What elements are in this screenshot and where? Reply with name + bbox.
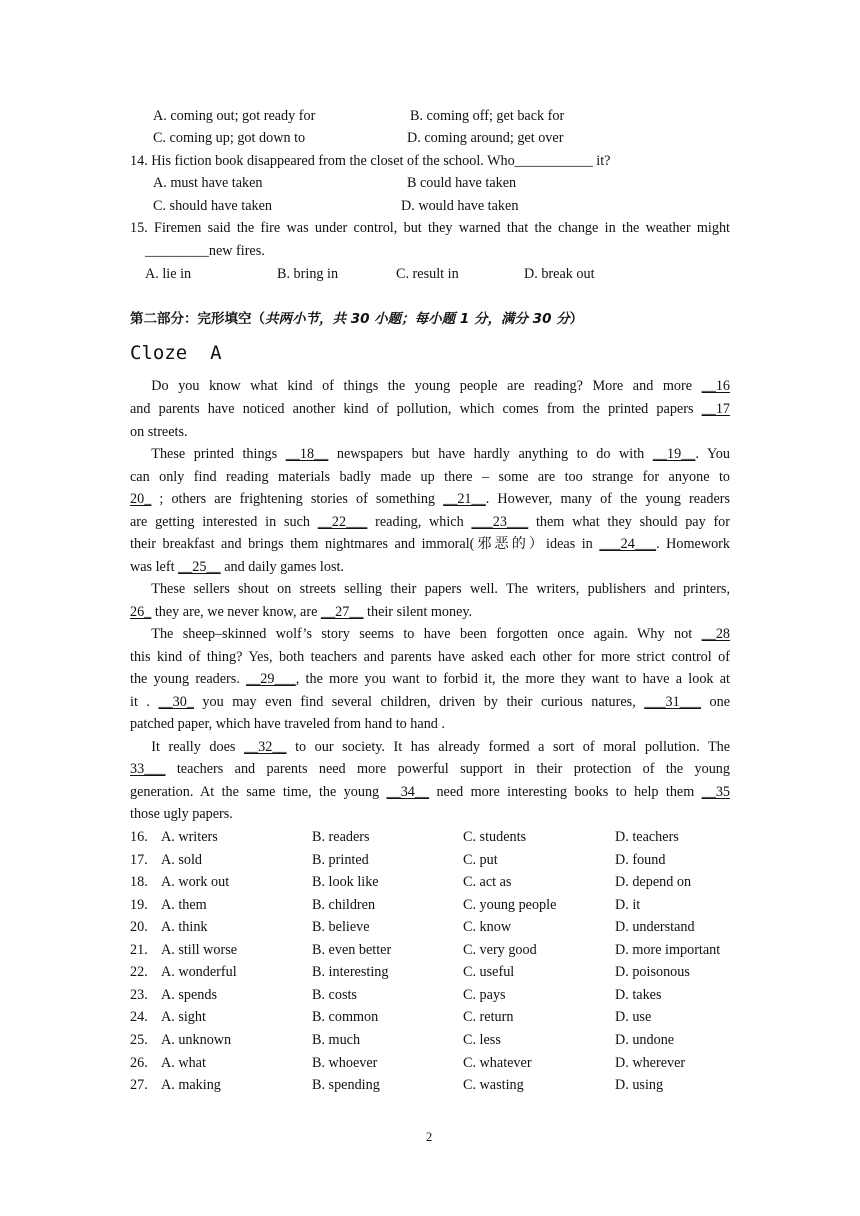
option-choice-a: A. sight [161, 1009, 206, 1026]
q14-stem [130, 152, 610, 170]
option-choice-b: B. whoever [312, 1054, 378, 1071]
passage-text: was left [130, 559, 179, 575]
cloze-title: Cloze A [130, 342, 222, 364]
option-choice-a: A. what [161, 1054, 206, 1071]
option-number: 18. [130, 874, 148, 891]
passage-line [130, 535, 730, 553]
option-choice-a: A. still worse [161, 941, 238, 958]
blank-25: __25__ [178, 559, 221, 575]
passage-text: generation. At the same time, the young [130, 784, 387, 800]
blank-28: __28 [701, 626, 730, 642]
option-choice-d: D. found [615, 851, 666, 868]
passage-line [130, 603, 472, 621]
passage-text: the young readers. [130, 671, 247, 687]
passage-text: These sellers shout on streets selling their papers well. The writers, publishers and printers, [151, 581, 730, 597]
passage-text: reading, which [367, 514, 472, 530]
option-choice-d: D. teachers [615, 829, 679, 845]
passage-line [130, 490, 730, 508]
passage-text: their silent money. [363, 604, 473, 620]
blank-33: 33___ [130, 761, 166, 777]
passage-line [130, 377, 730, 395]
passage-text: ; others are frightening stories of something [151, 491, 444, 507]
option-choice-d: D. poisonous [615, 964, 690, 981]
option-number: 25. [130, 1032, 148, 1048]
option-choice-c: C. put [463, 851, 498, 868]
q14-option-d: D. would have taken [401, 198, 519, 214]
option-number: 26. [130, 1054, 148, 1071]
q15-option-d: D. break out [524, 266, 595, 282]
option-choice-c: C. useful [463, 964, 515, 981]
option-number: 24. [130, 1009, 148, 1026]
option-choice-d: D. using [615, 1077, 664, 1093]
passage-text: they are, we never know, are [151, 604, 321, 620]
passage-line [130, 783, 730, 801]
blank-20: 20_ [130, 491, 152, 507]
option-choice-a: A. them [161, 896, 207, 913]
option-choice-b: B. believe [312, 919, 370, 936]
blank-22: __22___ [317, 514, 368, 530]
blank-16: __16 [701, 378, 730, 394]
passage-text: need more interesting books to help them [429, 784, 702, 800]
passage-text: , the more you want to forbid it, the more they want to have a look at [295, 671, 730, 687]
passage-line [130, 580, 730, 598]
option-choice-a: A. wonderful [161, 964, 237, 981]
passage-text: it . [130, 694, 159, 710]
blank-19: __19__ [652, 446, 696, 462]
part2-heading-detail: 共两小节，共 30 小题；每小题 1 分，满分 30 分 [265, 311, 570, 327]
passage-text: newspapers but have hardly anything to do with [328, 446, 653, 462]
page-number: 2 [426, 1130, 433, 1144]
blank-31: ___31___ [644, 694, 701, 710]
q14-stem-end: it? [592, 153, 611, 169]
q14-stem-text: 14. His fiction book disappeared from the closet of the school. Who [130, 153, 515, 169]
option-choice-b: B. much [312, 1032, 361, 1048]
q14-option-a: A. must have taken [153, 175, 263, 191]
passage-line [130, 445, 730, 463]
q13-option-b: B. coming off; get back for [410, 108, 565, 124]
q14-option-c: C. should have taken [153, 198, 272, 214]
passage-line: can only find reading materials badly made up there – some are too strange for anyone to [130, 469, 730, 485]
passage-line: those ugly papers. [130, 806, 233, 822]
option-number: 20. [130, 919, 148, 936]
option-choice-a: A. making [161, 1077, 221, 1093]
q15-stem-cont [145, 242, 265, 260]
option-choice-a: A. spends [161, 986, 217, 1003]
option-choice-d: D. understand [615, 919, 695, 936]
option-choice-b: B. readers [312, 829, 370, 845]
option-number: 22. [130, 964, 148, 981]
blank-29: __29___ [246, 671, 296, 687]
q14-option-b: B could have taken [407, 175, 517, 191]
passage-line [130, 625, 730, 643]
passage-line [130, 513, 730, 531]
option-choice-a: A. think [161, 919, 208, 936]
blank-26: 26_ [130, 604, 152, 620]
option-choice-b: B. common [312, 1009, 379, 1026]
passage-text: and parents have noticed another kind of pollution, which comes from the printed papers [130, 401, 702, 417]
passage-line [130, 670, 730, 688]
passage-text: . Homework [656, 536, 730, 552]
option-choice-b: B. costs [312, 986, 357, 1003]
option-number: 17. [130, 851, 148, 868]
blank-23: ___23___ [471, 514, 529, 530]
passage-text: them what they should pay for [528, 514, 730, 530]
option-choice-d: D. takes [615, 986, 662, 1003]
passage-text: to our society. It has already formed a sort of moral pollution. The [286, 739, 731, 755]
blank-30: __30_ [158, 694, 194, 710]
passage-text: It really does [151, 739, 244, 755]
blank-18: __18__ [285, 446, 329, 462]
option-number: 16. [130, 829, 148, 845]
blank-17: __17 [701, 401, 730, 417]
option-choice-c: C. pays [463, 986, 506, 1003]
passage-line [130, 738, 730, 756]
q13-option-a: A. coming out; got ready for [153, 108, 316, 124]
option-number: 21. [130, 941, 148, 958]
passage-line [130, 558, 344, 576]
passage-line: patched paper, which have traveled from hand to hand . [130, 716, 445, 732]
passage-text: their breakfast and brings them nightmares and immoral(邪恶的）ideas in [130, 536, 600, 552]
blank-34: __34__ [386, 784, 430, 800]
blank-21: __21__ [443, 491, 486, 507]
q14-blank: ___________ [514, 153, 593, 169]
q15-stem: 15. Firemen said the fire was under control, but they warned that the change in the weather might [130, 220, 730, 236]
option-number: 27. [130, 1077, 148, 1093]
option-choice-b: B. spending [312, 1077, 380, 1093]
option-choice-d: D. wherever [615, 1054, 686, 1071]
q15-blank: _________ [145, 243, 209, 259]
option-choice-b: B. look like [312, 874, 379, 891]
blank-35: __35 [701, 784, 731, 800]
passage-line: on streets. [130, 424, 188, 440]
passage-text: Do you know what kind of things the young people are reading? More and more [151, 378, 702, 394]
option-choice-c: C. students [463, 829, 527, 845]
blank-27: __27__ [320, 604, 364, 620]
option-choice-c: C. return [463, 1009, 514, 1026]
part2-heading-label: 第二部分：完形填空（ [130, 311, 265, 327]
option-choice-b: B. interesting [312, 964, 389, 981]
option-choice-d: D. more important [615, 941, 721, 958]
q13-option-d: D. coming around; get over [407, 130, 564, 146]
part2-heading [130, 310, 583, 328]
q13-option-c: C. coming up; got down to [153, 130, 306, 146]
option-choice-a: A. sold [161, 851, 202, 868]
option-choice-d: D. depend on [615, 874, 692, 891]
option-choice-d: D. use [615, 1009, 652, 1026]
passage-text: and daily games lost. [220, 559, 344, 575]
passage-text: you may even find several children, driven by their curious natures, [193, 694, 645, 710]
option-choice-c: C. very good [463, 941, 537, 958]
option-choice-a: A. unknown [161, 1032, 232, 1048]
option-choice-c: C. wasting [463, 1077, 524, 1093]
option-number: 19. [130, 896, 148, 913]
passage-text: The sheep–skinned wolf’s story seems to have been forgotten once again. Why not [151, 626, 702, 642]
option-choice-c: C. whatever [463, 1054, 532, 1071]
option-choice-c: C. less [463, 1032, 501, 1048]
q15-option-c: C. result in [396, 266, 459, 282]
part2-heading-close: ） [569, 311, 584, 327]
passage-text: teachers and parents need more powerful support in their protection of the young [165, 761, 730, 777]
blank-24: ___24___ [599, 536, 657, 552]
passage-text: . However, many of the young readers [485, 491, 730, 507]
option-choice-c: C. know [463, 919, 512, 936]
q15-option-b: B. bring in [277, 266, 339, 282]
option-choice-b: B. even better [312, 941, 392, 958]
option-choice-a: A. writers [161, 829, 218, 845]
passage-line: this kind of thing? Yes, both teachers and parents have asked each other for more strict control of [130, 649, 730, 665]
option-choice-b: B. children [312, 896, 376, 913]
option-choice-c: C. act as [463, 874, 512, 891]
q15-option-a: A. lie in [145, 266, 192, 282]
passage-text: . You [695, 446, 730, 462]
passage-text: are getting interested in such [130, 514, 318, 530]
blank-32: __32__ [243, 739, 287, 755]
option-choice-b: B. printed [312, 851, 369, 868]
option-choice-c: C. young people [463, 896, 557, 913]
option-number: 23. [130, 986, 148, 1003]
passage-line [130, 693, 730, 711]
passage-text: These printed things [151, 446, 286, 462]
option-choice-d: D. undone [615, 1032, 675, 1048]
passage-line [130, 760, 730, 778]
q15-stem-end: new fires. [208, 243, 265, 259]
passage-line [130, 400, 730, 418]
option-choice-a: A. work out [161, 874, 230, 891]
passage-text: one [701, 694, 730, 710]
option-choice-d: D. it [615, 896, 641, 913]
